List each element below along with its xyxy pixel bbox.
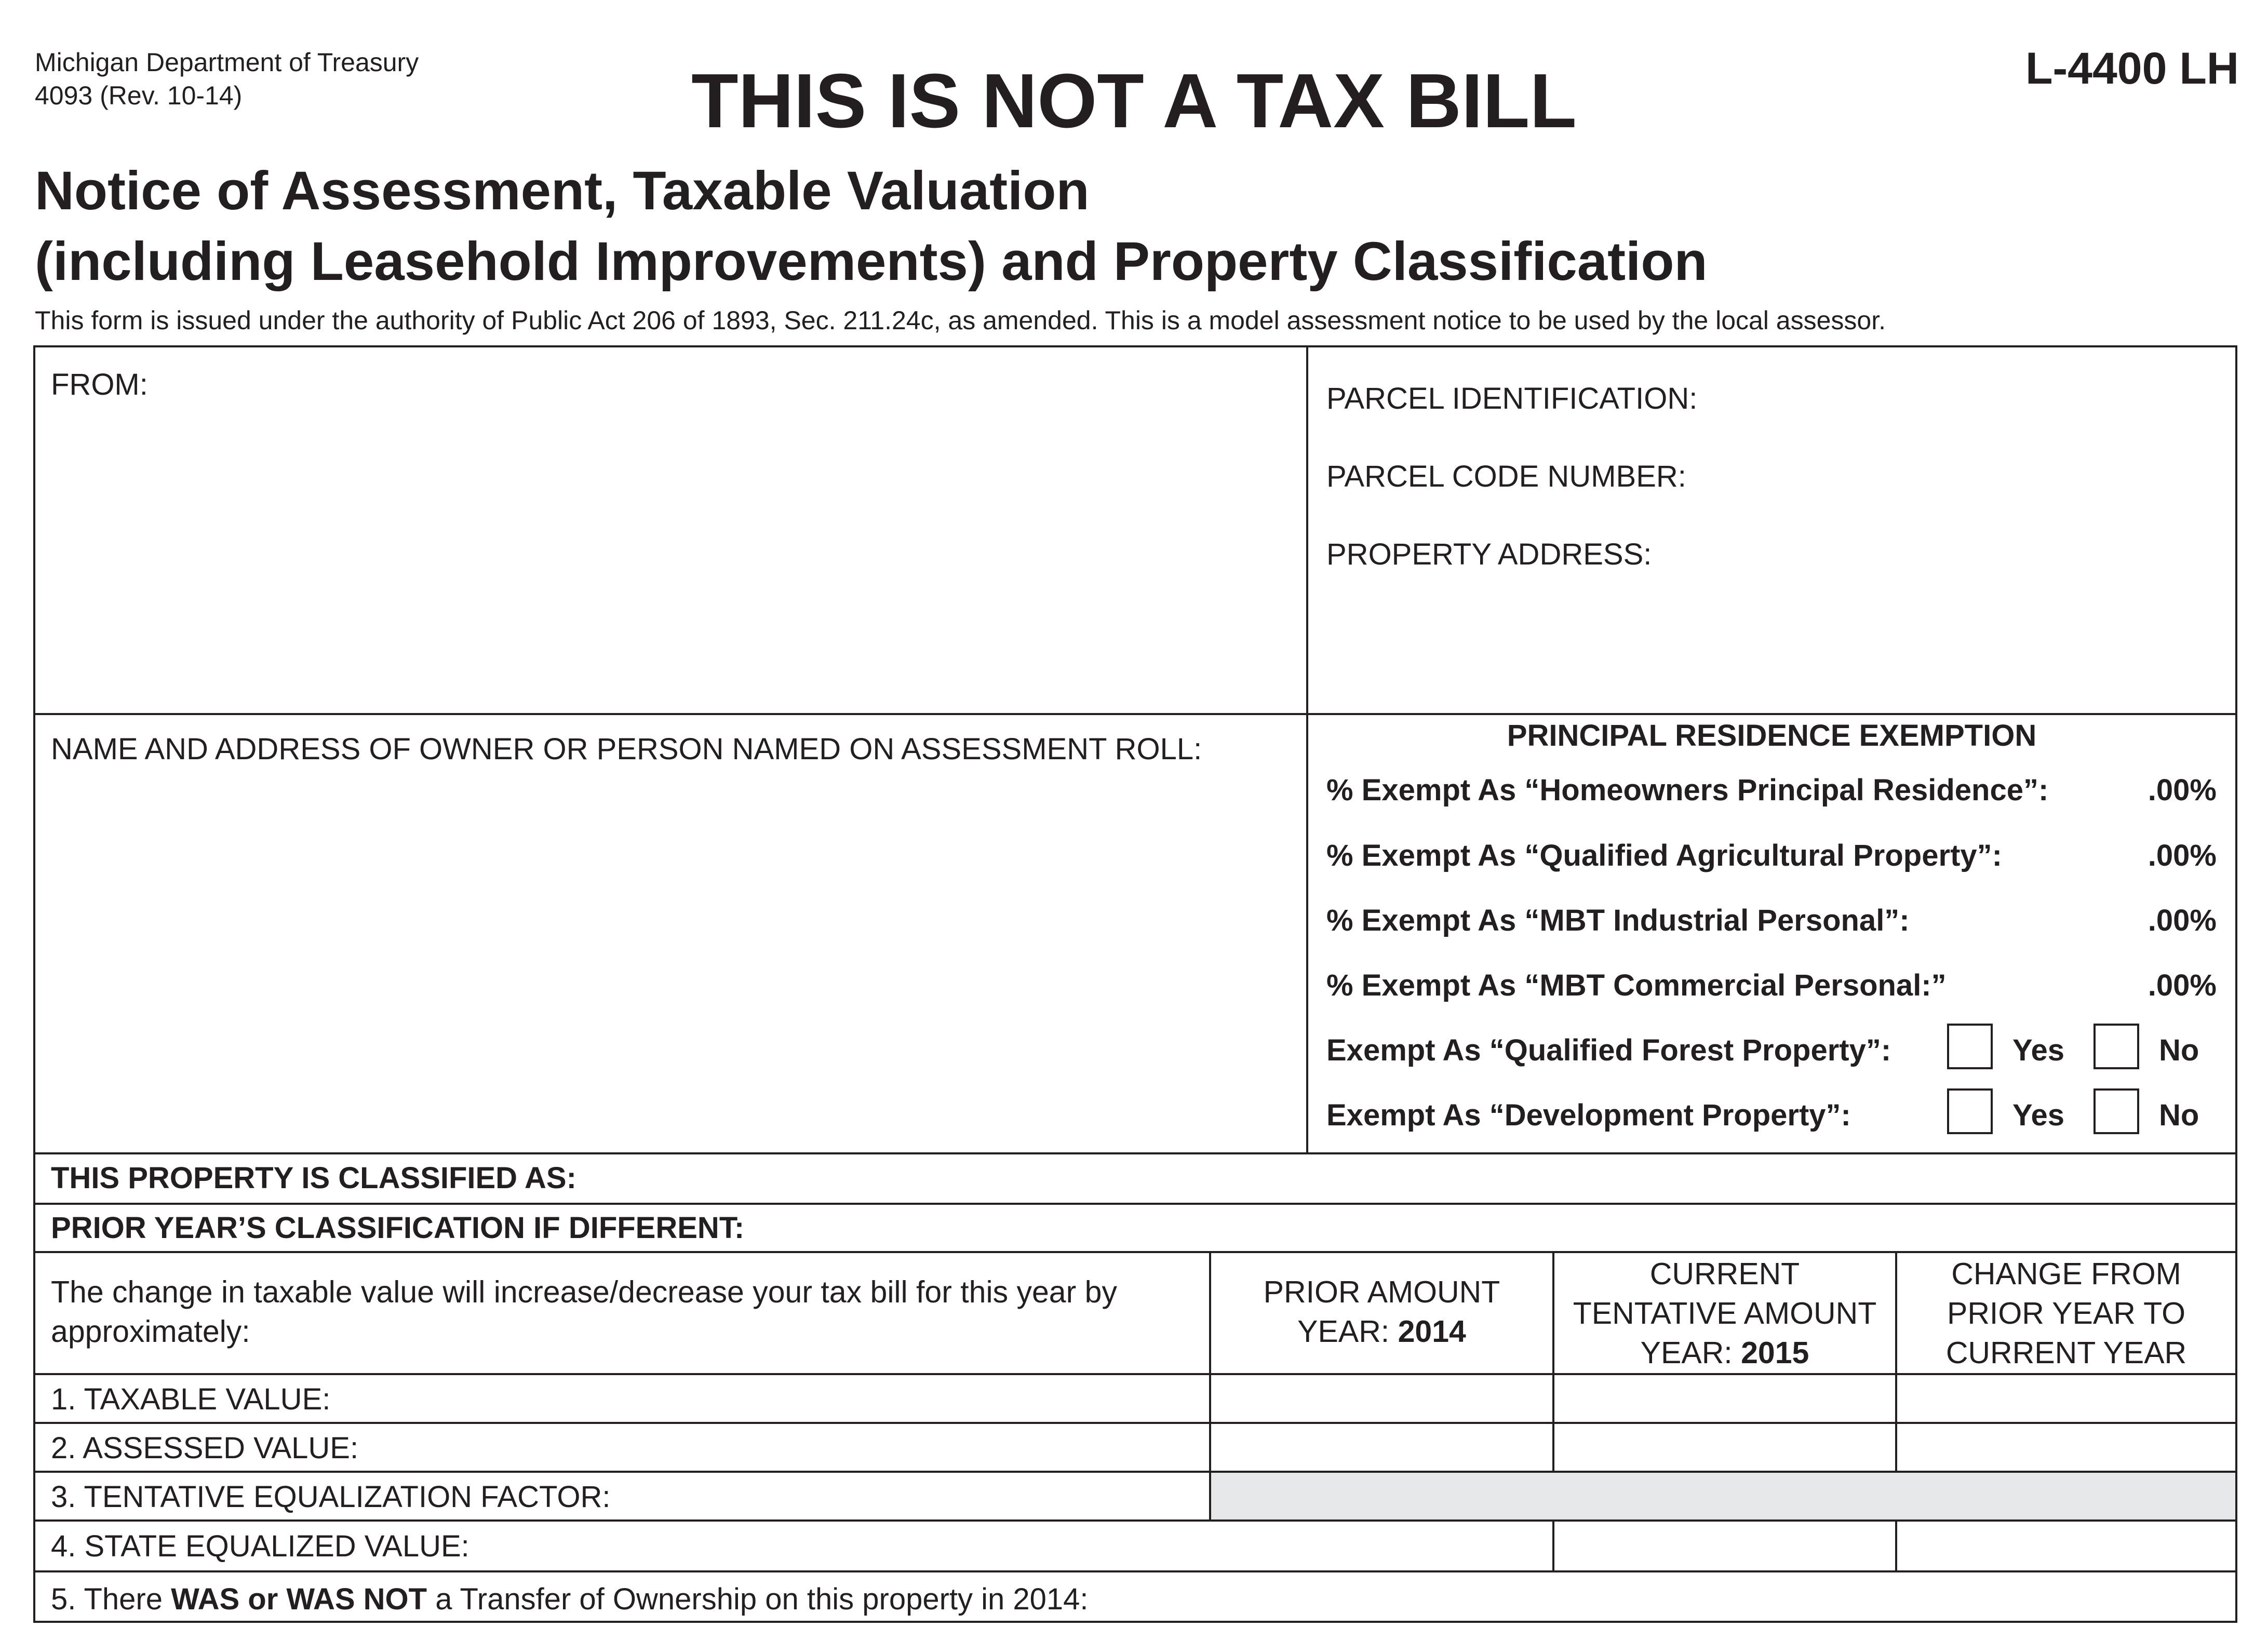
agency-name: Michigan Department of Treasury — [35, 48, 419, 77]
row-transfer-of-ownership — [51, 1581, 1089, 1618]
divider-row-4 — [35, 1570, 2235, 1572]
col-change-line-3: CURRENT YEAR — [1945, 1336, 2187, 1370]
row-equalization-factor-label: 3. TENTATIVE EQUALIZATION FACTOR: — [51, 1480, 611, 1514]
transfer-text-emphasis: WAS or WAS NOT — [171, 1582, 427, 1616]
row-taxable-value-label: 1. TAXABLE VALUE: — [51, 1382, 331, 1416]
form-title — [35, 156, 1708, 297]
exempt-agricultural-label: % Exempt As “Qualified Agricultural Property”: — [1326, 839, 2002, 872]
development-property-yes-label: Yes — [2012, 1098, 2064, 1132]
col-current-year-prefix: YEAR: — [1640, 1336, 1741, 1370]
qualified-forest-no-checkbox[interactable] — [2093, 1024, 2139, 1069]
development-property-yes-checkbox[interactable] — [1947, 1088, 1993, 1134]
col-prior-year-prefix: YEAR: — [1297, 1314, 1398, 1349]
divider-prior-classification — [35, 1203, 2235, 1205]
divider-col-change-row4 — [1895, 1520, 1897, 1572]
transfer-text-post: a Transfer of Ownership on this property in 2014: — [427, 1582, 1089, 1616]
form-title-line-2: (including Leasehold Improvements) and Property Classification — [35, 231, 1708, 292]
exempt-mbt-commercial-value: .00% — [2148, 969, 2217, 1002]
form-title-line-1: Notice of Assessment, Taxable Valuation — [35, 160, 1090, 221]
parcel-identification-label: PARCEL IDENTIFICATION: — [1326, 382, 1698, 415]
divider-row-1 — [35, 1422, 2235, 1424]
qualified-forest-yes-label: Yes — [2012, 1033, 2064, 1067]
development-property-label: Exempt As “Development Property”: — [1326, 1098, 1851, 1132]
development-property-no-label: No — [2159, 1098, 2199, 1132]
parcel-code-number-label: PARCEL CODE NUMBER: — [1326, 460, 1686, 493]
principal-residence-exemption-heading: PRINCIPAL RESIDENCE EXEMPTION — [1507, 719, 2037, 752]
equalization-factor-shaded-cell — [1211, 1473, 2235, 1520]
col-current-line-2: TENTATIVE AMOUNT — [1573, 1296, 1877, 1330]
col-prior-year-value: 2014 — [1398, 1314, 1466, 1349]
col-change-line-2: PRIOR YEAR TO — [1947, 1296, 2186, 1330]
col-current-line-1: CURRENT — [1649, 1257, 1800, 1291]
authority-statement: This form is issued under the authority of Public Act 206 of 1893, Sec. 211.24c, as amended. This is a model assessment notice to be used by the local assessor. — [35, 306, 1886, 335]
divider-classification — [35, 1152, 2235, 1154]
col-change-line-1: CHANGE FROM — [1951, 1257, 2181, 1291]
transfer-text-pre: 5. There — [51, 1582, 171, 1616]
qualified-forest-yes-checkbox[interactable] — [1947, 1024, 1993, 1069]
exempt-homeowners-value: .00% — [2148, 773, 2217, 807]
tax-change-intro: The change in taxable value will increase/decrease your tax bill for this year by approximately: — [51, 1275, 1117, 1349]
exempt-mbt-industrial-value: .00% — [2148, 904, 2217, 937]
exempt-mbt-commercial-label: % Exempt As “MBT Commercial Personal:” — [1326, 969, 1947, 1002]
owner-address-label: NAME AND ADDRESS OF OWNER OR PERSON NAMED ON ASSESSMENT ROLL: — [51, 732, 1202, 766]
from-label: FROM: — [51, 368, 148, 401]
col-current-year-value: 2015 — [1741, 1336, 1809, 1370]
col-header-prior-amount — [1211, 1272, 1552, 1351]
col-prior-year — [1211, 1312, 1552, 1351]
divider-table-header — [35, 1373, 2235, 1375]
property-address-label: PROPERTY ADDRESS: — [1326, 537, 1652, 571]
row-assessed-value-label: 2. ASSESSED VALUE: — [51, 1431, 359, 1465]
exempt-agricultural-value: .00% — [2148, 839, 2217, 872]
divider-top-section — [35, 713, 2235, 715]
exempt-homeowners-label: % Exempt As “Homeowners Principal Residence”: — [1326, 773, 2049, 807]
row-state-equalized-value-label: 4. STATE EQUALIZED VALUE: — [51, 1529, 469, 1563]
classified-as-label: THIS PROPERTY IS CLASSIFIED AS: — [51, 1161, 576, 1195]
divider-values-table — [35, 1251, 2235, 1253]
development-property-no-checkbox[interactable] — [2093, 1088, 2139, 1134]
not-a-tax-bill-banner: THIS IS NOT A TAX BILL — [691, 58, 1577, 144]
divider-row-3 — [35, 1520, 2235, 1522]
qualified-forest-label: Exempt As “Qualified Forest Property”: — [1326, 1033, 1891, 1067]
assessment-notice-form — [33, 345, 2237, 1623]
divider-col-current-row4 — [1552, 1520, 1554, 1572]
form-revision: 4093 (Rev. 10-14) — [35, 81, 243, 110]
form-number: L-4400 LH — [2025, 44, 2239, 93]
qualified-forest-no-label: No — [2159, 1033, 2199, 1067]
col-prior-line-1: PRIOR AMOUNT — [1263, 1275, 1500, 1309]
col-header-current-amount — [1554, 1254, 1895, 1373]
col-header-change — [1897, 1254, 2235, 1373]
col-current-year — [1554, 1333, 1895, 1373]
exempt-mbt-industrial-label: % Exempt As “MBT Industrial Personal”: — [1326, 904, 1910, 937]
prior-classification-label: PRIOR YEAR’S CLASSIFICATION IF DIFFERENT: — [51, 1211, 745, 1245]
